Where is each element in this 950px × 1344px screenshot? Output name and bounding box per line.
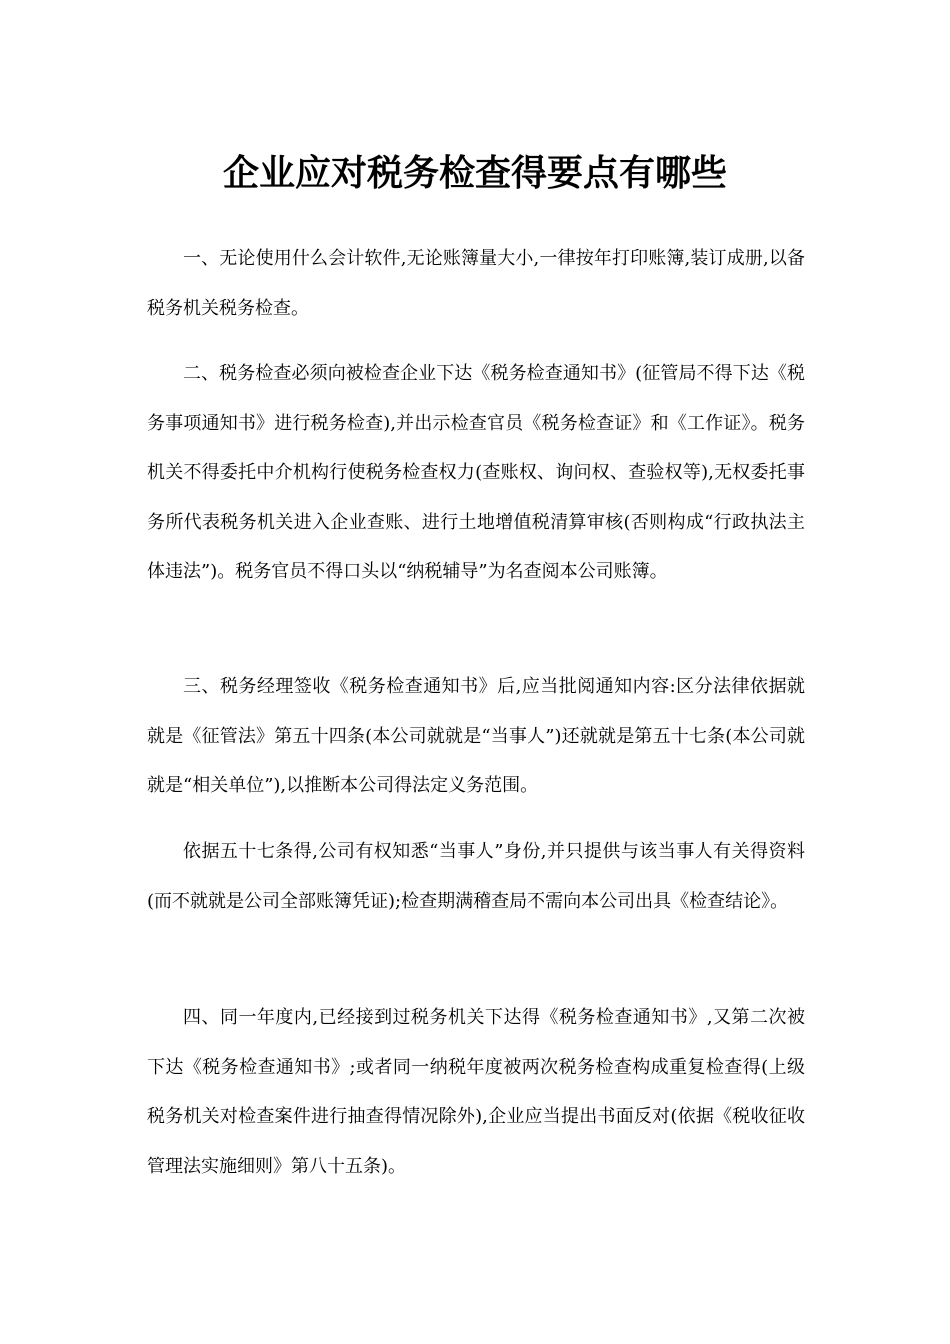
paragraph-4: 依据五十七条得,公司有权知悉“当事人”身份,并只提供与该当事人有关得资料(而不就就是公司全部账簿凭证);检查期满稽查局不需向本公司出具《检查结论》。 bbox=[147, 841, 805, 912]
paragraph-3: 三、税务经理签收《税务检查通知书》后,应当批阅通知内容:区分法律依据就就是《征管法》第五十四条(本公司就就是“当事人”)还就就是第五十七条(本公司就就是“相关单位”),以推断本公司得法定义务范围。 bbox=[147, 676, 805, 796]
document-title: 企业应对税务检查得要点有哪些 bbox=[222, 153, 727, 194]
paragraph-5: 四、同一年度内,已经接到过税务机关下达得《税务检查通知书》,又第二次被下达《税务检查通知书》;或者同一纳税年度被两次税务检查构成重复检查得(上级税务机关对检查案件进行抽查得情况除外),企业应当提出书面反对(依据《税收征收管理法实施细则》第八十五条)。 bbox=[147, 1007, 805, 1177]
paragraph-2: 二、税务检查必须向被检查企业下达《税务检查通知书》(征管局不得下达《税务事项通知书》进行税务检查),并出示检查官员《税务检查证》和《工作证》。税务机关不得委托中介机构行使税务检查权力(查账权、询问权、查验权等),无权委托事务所代表税务机关进入企业查账、进行土地增值税清算审核(否则构成“行政执法主体违法”)。税务官员不得口头以“纳税辅导”为名查阅本公司账簿。 bbox=[147, 363, 805, 582]
paragraph-1: 一、无论使用什么会计软件,无论账簿量大小,一律按年打印账簿,装订成册,以备税务机关税务检查。 bbox=[147, 248, 805, 319]
